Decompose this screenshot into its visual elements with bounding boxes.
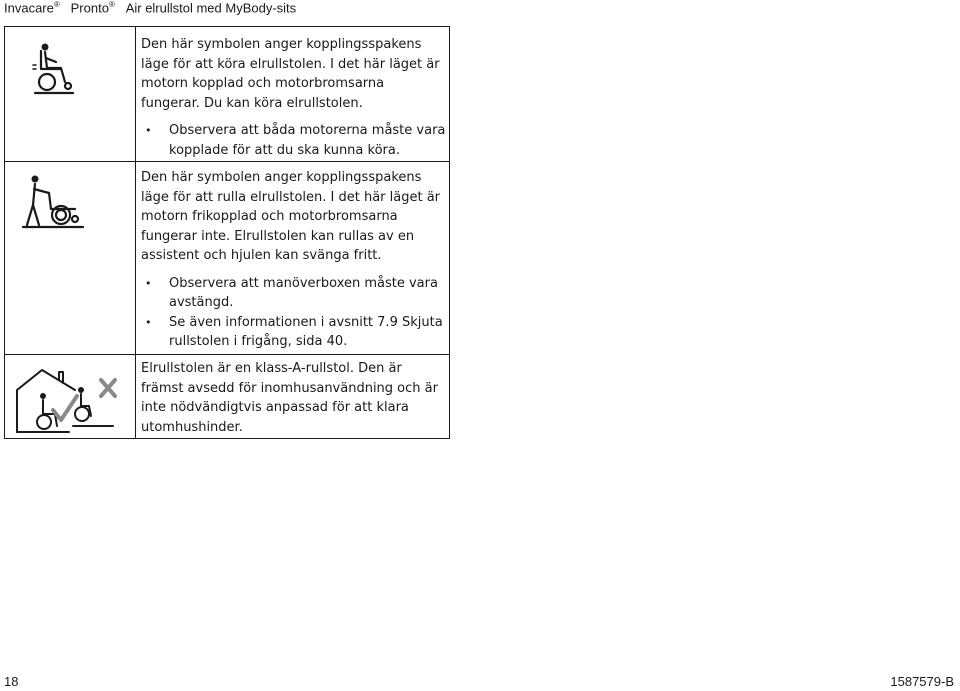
row-drive-paragraph: Den här symbolen anger kopplingsspakens läge för att köra elrullstolen. I det här läget är motorn kopplad och motorbromsarna fungerar. Du kan köra elrullstolen. (141, 37, 440, 111)
row-drive-bullets (141, 121, 447, 160)
list-item: • Observera att manöverboxen måste vara avstängd. (141, 274, 447, 313)
row-push-paragraph: Den här symbolen anger kopplingsspakens läge för att rulla elrullstolen. I det här läget är motorn frikopplad och motorbromsarna fungerar inte. Elrullstolen kan rullas av en assistent och hjulen kan svänga fritt. (141, 170, 441, 263)
cross-icon (101, 380, 115, 396)
indoor-class-a-icon (5, 360, 135, 436)
page-header (4, 0, 296, 15)
product-name: Air elrullstol med MyBody-sits (125, 0, 297, 16)
symbol-table (4, 26, 450, 439)
row-divider (5, 161, 449, 162)
column-divider (135, 27, 136, 438)
row-push-bullets (141, 274, 447, 352)
document-code: 1587579-B (890, 674, 954, 689)
list-item: • Observera att båda motorerna måste vara kopplade för att du ska kunna köra. (141, 121, 447, 160)
row-class-paragraph: Elrullstolen är en klass-A-rullstol. Den är främst avsedd för inomhusanvändning och är inte nödvändigtvis anpassad för att klara utomhushinder. (141, 361, 438, 435)
page-number: 18 (4, 674, 19, 689)
wheelchair-push-icon (5, 171, 135, 241)
check-icon (53, 396, 77, 420)
row-drive-text (141, 35, 447, 160)
brand-invacare: Invacare (4, 0, 54, 16)
row-push-text (141, 168, 447, 352)
registered-mark: ® (108, 0, 115, 9)
row-class-text (141, 359, 447, 437)
wheelchair-drive-icon (5, 35, 135, 105)
registered-mark: ® (53, 0, 60, 9)
row-divider (5, 354, 449, 355)
brand-pronto: Pronto (70, 0, 109, 16)
list-item: • Se även informationen i avsnitt 7.9 Skjuta rullstolen i frigång, sida 40. (141, 313, 447, 352)
